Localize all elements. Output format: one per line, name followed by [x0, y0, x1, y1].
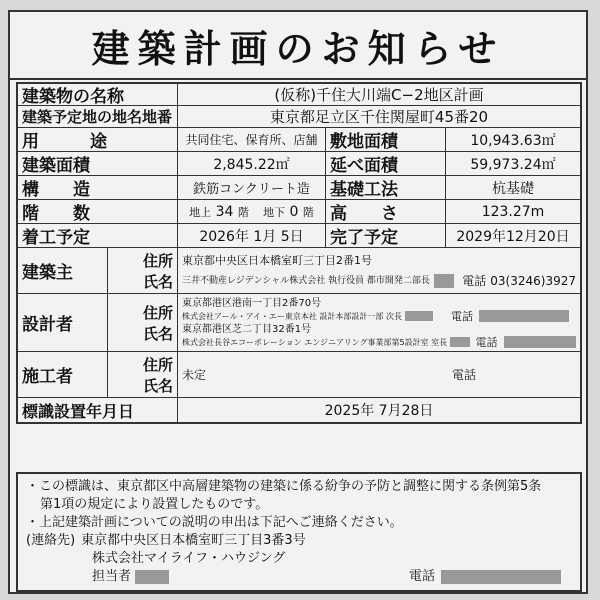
contact-phone-label: 電話	[409, 569, 436, 584]
designer-phone-label: 電話	[450, 309, 473, 323]
site-label: 建築予定地の地名地番	[18, 106, 178, 127]
floors-above-prefix: 地上	[189, 205, 212, 219]
builder-phone-label: 電話	[451, 368, 476, 382]
use-label: 用 途	[18, 128, 178, 151]
structure-label: 構 造	[18, 176, 178, 199]
info-table	[16, 82, 582, 424]
foundation-label: 基礎工法	[326, 176, 446, 199]
owner-details	[178, 248, 580, 293]
contact-address: 東京都中央区日本橋室町三丁目3番3号	[81, 533, 306, 548]
owner-addr-label: 住所	[142, 251, 173, 270]
table-row	[18, 84, 580, 106]
designer-details	[178, 294, 580, 351]
designer-address-1: 東京都港区港南一丁目2番70号	[182, 297, 322, 309]
designer-addr-label: 住所	[142, 303, 173, 322]
start-label: 着工予定	[18, 224, 178, 247]
contact-line	[26, 532, 572, 550]
floors-value	[178, 200, 326, 223]
person-label: 担当者	[92, 569, 132, 584]
designer-label: 設計者	[18, 294, 108, 351]
building-area-label: 建築面積	[18, 152, 178, 175]
designer-name-1: 株式会社アール・アイ・エー東京本社 設計本部設計一部 次長	[182, 311, 402, 321]
site-area-label: 敷地面積	[326, 128, 446, 151]
table-row	[18, 106, 580, 128]
redacted-phone	[504, 336, 576, 348]
finish-value: 2029年12月20日	[456, 228, 570, 245]
height-value: 123.27m	[481, 203, 545, 220]
designer-name-label: 氏名	[142, 324, 173, 343]
table-row	[18, 176, 580, 200]
owner-field-labels	[108, 248, 178, 293]
floor-area-label: 延べ面積	[326, 152, 446, 175]
builder-details	[178, 352, 580, 397]
contact-company: 株式会社マイライフ・ハウジング	[92, 551, 286, 566]
owner-name: 三井不動産レジデンシャル株式会社 執行役員 都市開発二部長	[182, 275, 430, 286]
posted-label: 標識設置年月日	[18, 398, 178, 422]
redacted-name	[405, 311, 433, 321]
floors-unit: 階	[302, 205, 314, 219]
floors-label: 階 数	[18, 200, 178, 223]
redacted-person	[135, 570, 169, 584]
redacted-name	[450, 337, 469, 347]
table-row	[18, 398, 580, 422]
redacted-name	[434, 274, 454, 288]
redacted-phone	[479, 310, 569, 322]
floors-above: 34	[215, 203, 234, 220]
owner-phone-label: 電話	[462, 273, 487, 288]
table-row	[18, 352, 580, 398]
start-value: 2026年 1月 5日	[178, 224, 326, 247]
table-row	[18, 248, 580, 294]
floor-area-value: 59,973.24㎡	[470, 156, 556, 173]
notes-section	[16, 472, 582, 592]
table-row	[18, 128, 580, 152]
name-label: 建築物の名称	[18, 84, 178, 105]
table-row	[18, 152, 580, 176]
builder-field-labels	[108, 352, 178, 397]
builder-addr-label: 住所	[142, 355, 173, 374]
building-area-value: 2,845.22㎡	[178, 152, 326, 175]
use-value: 共同住宅、保育所、店舗	[178, 128, 326, 151]
owner-phone: 03(3246)3927	[490, 273, 576, 288]
redacted-phone	[441, 570, 561, 584]
designer-field-labels	[108, 294, 178, 351]
owner-label: 建築主	[18, 248, 108, 293]
designer-name-2: 株式会社長谷エコーポレーション エンジニアリング事業部第5設計室 室長	[182, 337, 448, 347]
contact-label: (連絡先)	[26, 533, 76, 548]
owner-address: 東京都中央区日本橋室町三丁目2番1号	[182, 253, 372, 267]
table-row	[18, 294, 580, 352]
table-row	[18, 224, 580, 248]
height-label: 高 さ	[326, 200, 446, 223]
site-area-value: 10,943.63㎡	[470, 132, 556, 149]
finish-label: 完了予定	[326, 224, 446, 247]
contact-person-line	[26, 568, 572, 586]
floors-below-prefix: 地下	[263, 205, 286, 219]
table-row	[18, 200, 580, 224]
note-line-1: ・この標識は、東京都区中高層建築物の建築に係る紛争の予防と調整に関する条例第5条	[26, 479, 542, 494]
floors-below: 0	[289, 203, 299, 220]
foundation-value: 杭基礎	[492, 180, 534, 197]
builder-label: 施工者	[18, 352, 108, 397]
designer-phone-label: 電話	[475, 335, 498, 349]
notice-board	[8, 10, 588, 594]
designer-address-2: 東京都港区芝二丁目32番1号	[182, 323, 312, 335]
name-value: (仮称)千住大川端C−2地区計画	[274, 86, 484, 104]
note-line-2: 第1項の規定により設置したものです。	[40, 497, 269, 512]
owner-name-label: 氏名	[142, 272, 173, 291]
floors-unit: 階	[237, 205, 249, 219]
structure-value: 鉄筋コンクリート造	[178, 176, 326, 199]
builder-name: 未定	[182, 368, 207, 382]
note-line-3: ・上記建築計画についての説明の申出は下記へご連絡ください。	[26, 515, 403, 530]
site-value: 東京都足立区千住関屋町45番20	[269, 108, 489, 126]
posted-value: 2025年 7月28日	[324, 403, 434, 419]
builder-name-label: 氏名	[142, 376, 173, 395]
page-title: 建築計画のお知らせ	[10, 12, 586, 80]
